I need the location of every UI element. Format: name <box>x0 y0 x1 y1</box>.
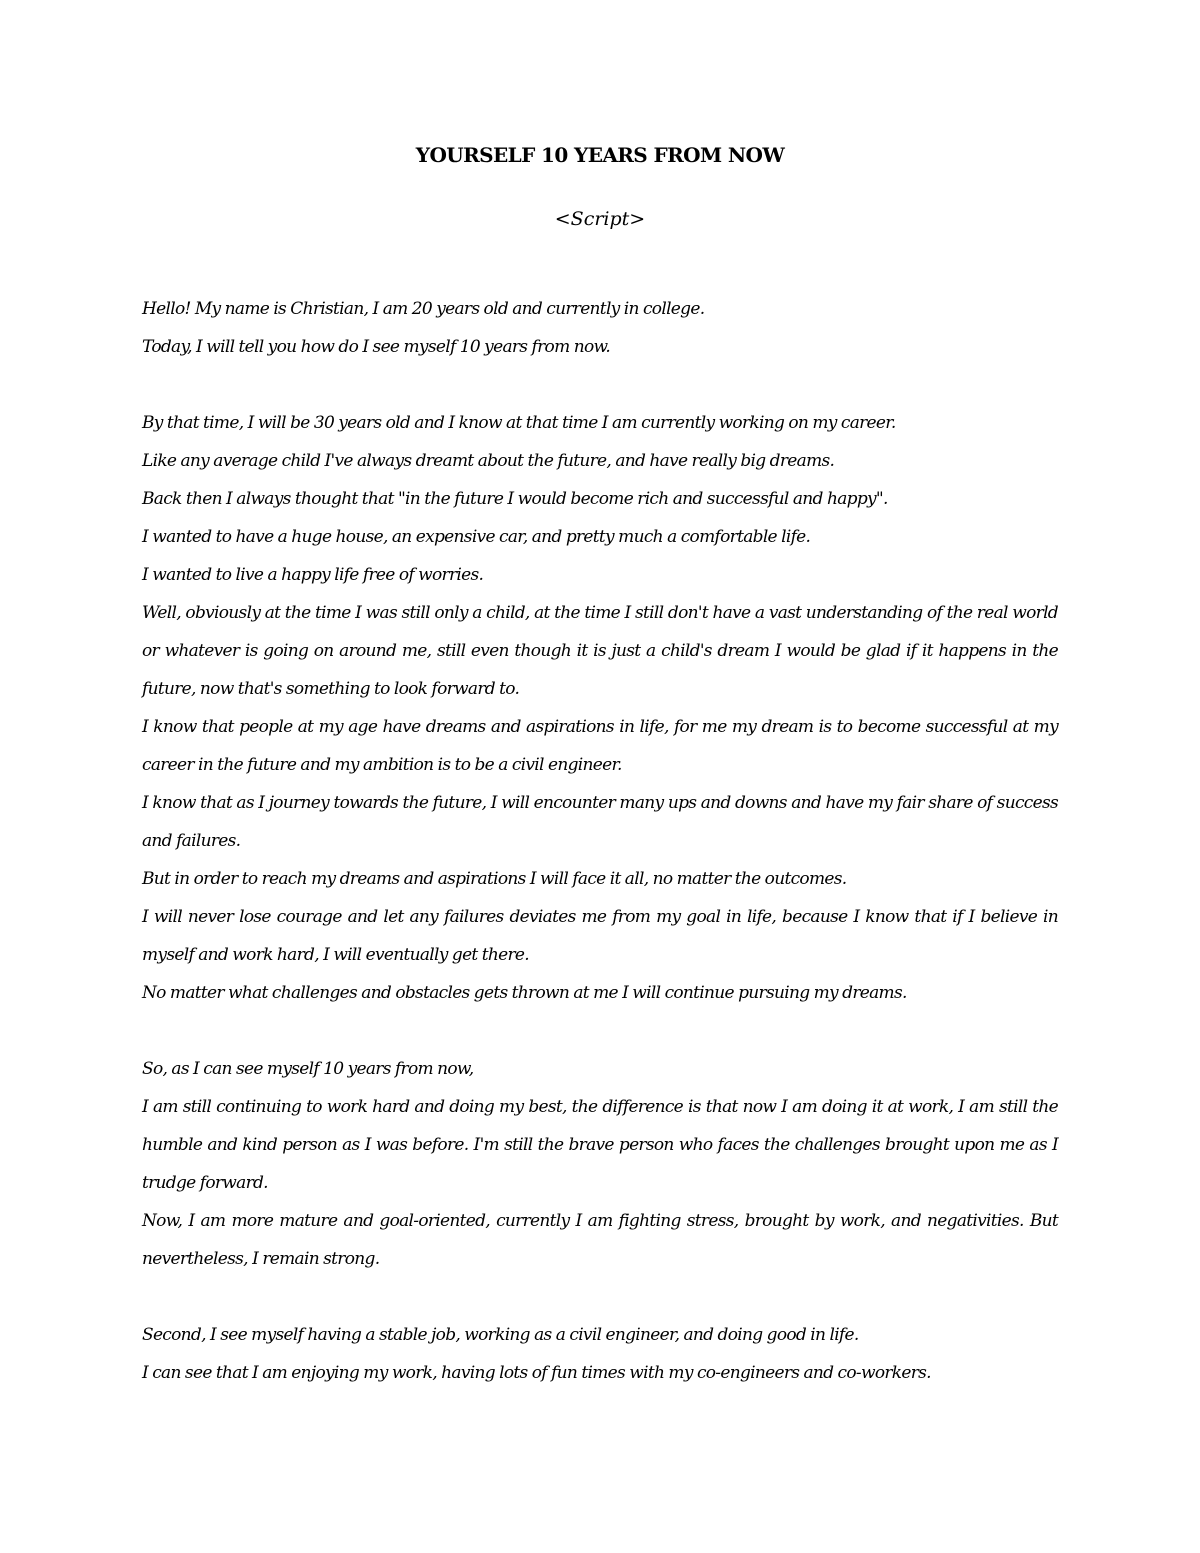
paragraph: But in order to reach my dreams and aspirations I will face it all, no matter the outcomes. <box>142 869 847 889</box>
paragraph: I am still continuing to work hard and doing my best, the difference is that now I am doing it at work, I am still the humble and kind person as I was before. I'm still the brave person who faces the challenges brought upon me as I trudge forward. <box>142 1097 1058 1193</box>
paragraph: I wanted to live a happy life free of worries. <box>142 565 484 585</box>
paragraph: Second, I see myself having a stable job, working as a civil engineer, and doing good in life. <box>142 1325 859 1345</box>
paragraph: So, as I can see myself 10 years from now, <box>142 1059 474 1079</box>
paragraph-gap <box>142 1012 1058 1050</box>
paragraph: I wanted to have a huge house, an expensive car, and pretty much a comfortable life. <box>142 527 811 547</box>
paragraph: Like any average child I've always dreamt about the future, and have really big dreams. <box>142 451 835 471</box>
paragraph: Hello! My name is Christian, I am 20 years old and currently in college. <box>142 299 705 319</box>
paragraph: I can see that I am enjoying my work, having lots of fun times with my co-engineers and co-workers. <box>142 1363 931 1383</box>
paragraph: No matter what challenges and obstacles gets thrown at me I will continue pursuing my dreams. <box>142 983 907 1003</box>
document-body <box>142 290 1058 1392</box>
paragraph: Now, I am more mature and goal-oriented, currently I am fighting stress, brought by work, and negativities. But nevertheless, I remain strong. <box>142 1211 1058 1269</box>
paragraph: Today, I will tell you how do I see myself 10 years from now. <box>142 337 611 357</box>
document-title: YOURSELF 10 YEARS FROM NOW <box>415 143 785 167</box>
paragraph: By that time, I will be 30 years old and I know at that time I am currently working on my career. <box>142 413 896 433</box>
paragraph: I know that people at my age have dreams and aspirations in life, for me my dream is to become successful at my career in the future and my ambition is to be a civil engineer. <box>142 717 1058 775</box>
paragraph: Back then I always thought that "in the future I would become rich and successful and happy". <box>142 489 888 509</box>
paragraph: I know that as I journey towards the future, I will encounter many ups and downs and have my fair share of success and failures. <box>142 793 1058 851</box>
paragraph: I will never lose courage and let any failures deviates me from my goal in life, because I know that if I believe in myself and work hard, I will eventually get there. <box>142 907 1058 965</box>
document-subtitle: <Script> <box>554 208 646 230</box>
paragraph-gap <box>142 1278 1058 1316</box>
paragraph: Well, obviously at the time I was still only a child, at the time I still don't have a vast understanding of the real world or whatever is going on around me, still even though it is just a child's dream I would be glad if it happens in the future, now that's something to look forward to. <box>142 603 1058 699</box>
paragraph-gap <box>142 366 1058 404</box>
